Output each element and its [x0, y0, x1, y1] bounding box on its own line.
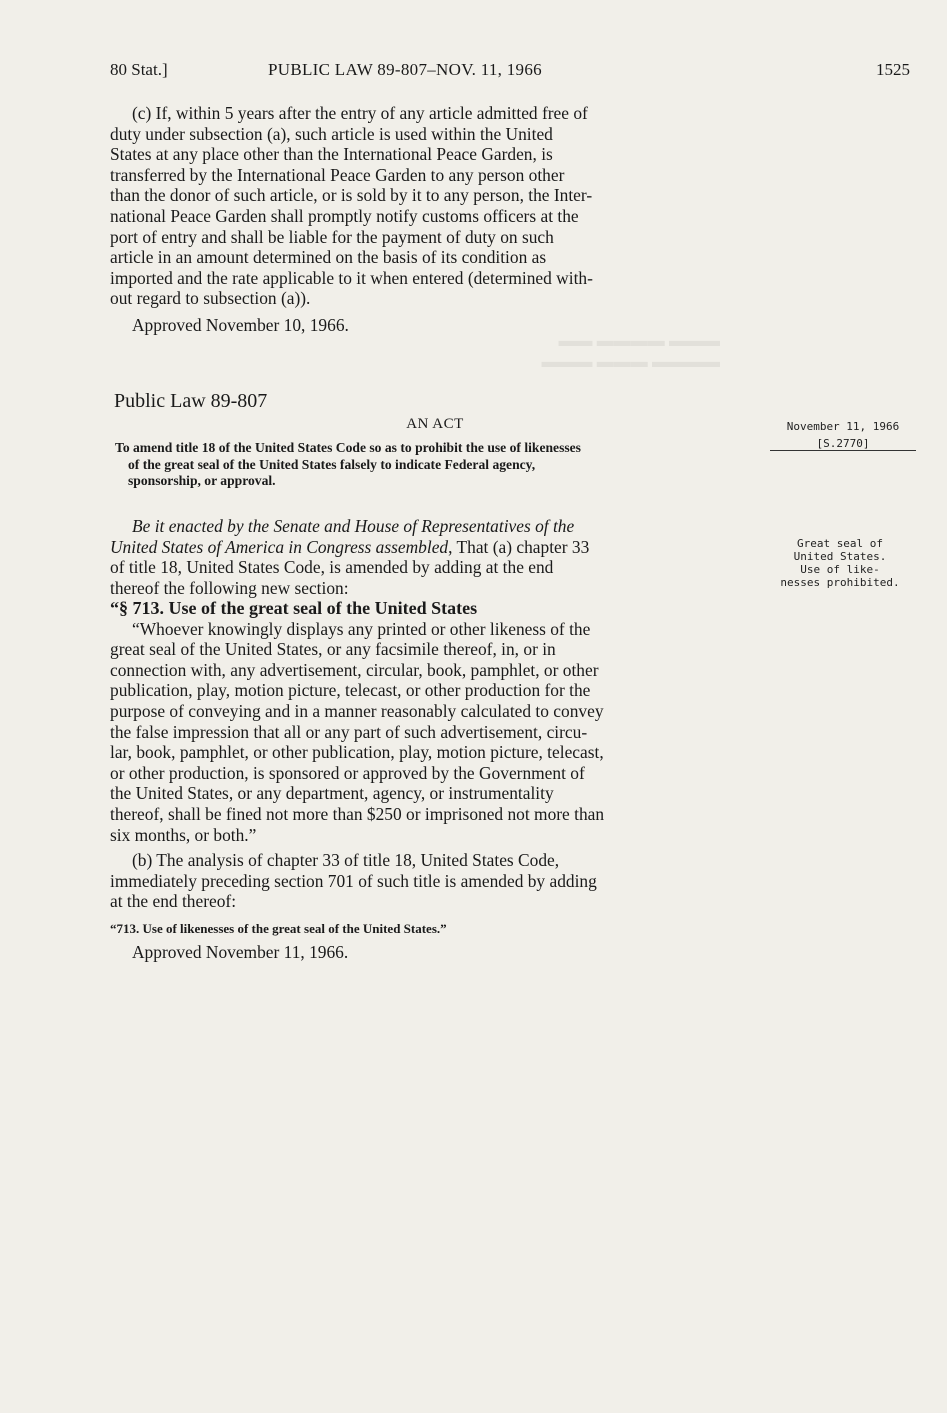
margin-note	[770, 537, 910, 589]
bleed-through-text: ▬▬▬ ▬▬▬▬ ▬▬ ▬▬▬▬ ▬▬▬ ▬▬▬	[541, 331, 720, 371]
text-line: out regard to subsection (a)).	[110, 288, 311, 309]
bill-number: [S.2770]	[770, 437, 916, 451]
purpose-line: To amend title 18 of the United States Code so as to prohibit the use of likenesses	[115, 440, 581, 455]
subsection-c	[110, 103, 760, 309]
text-line: (b) The analysis of chapter 33 of title 18, United States Code,	[132, 850, 560, 870]
an-act-heading: AN ACT	[406, 416, 464, 432]
public-law-number: Public Law 89-807	[114, 390, 268, 412]
text-line: the United States, or any department, agency, or instrumentality	[110, 783, 554, 804]
text-line: the false impression that all or any part of such advertisement, circu-	[110, 721, 588, 742]
text-line: (c) If, within 5 years after the entry of any article admitted free of	[132, 103, 588, 123]
act-purpose	[115, 440, 760, 490]
enacting-italic: Be it enacted by the Senate and House of Representatives of the	[132, 516, 575, 536]
statute-volume: 80 Stat.]	[110, 60, 168, 79]
text-line: port of entry and shall be liable for the payment of duty on such	[110, 226, 554, 247]
margin-note-line: Use of like-	[800, 563, 880, 576]
analysis-entry: “713. Use of likenesses of the great seal of the United States.”	[110, 921, 447, 936]
subsection-b	[110, 850, 760, 912]
text-line: purpose of conveying and in a manner reasonably calculated to convey	[110, 700, 604, 721]
text-line: duty under subsection (a), such article is used within the United	[110, 123, 553, 144]
text-line: thereof the following new section:	[110, 577, 349, 598]
enactment-date: November 11, 1966	[786, 420, 900, 433]
text-line: United States of America in Congress assembled, That (a) chapter 33	[110, 536, 590, 557]
text-line: connection with, any advertisement, circular, book, pamphlet, or other	[110, 659, 599, 680]
text-line: publication, play, motion picture, telecast, or other production for the	[110, 680, 591, 701]
text-line: article in an amount determined on the basis of its condition as	[110, 247, 547, 268]
text-line: six months, or both.”	[110, 824, 257, 845]
text-line: immediately preceding section 701 of such title is amended by adding	[110, 870, 597, 891]
text-line: imported and the rate applicable to it when entered (determined with-	[110, 267, 593, 288]
purpose-line: sponsorship, or approval.	[128, 473, 276, 489]
text-line: transferred by the International Peace Garden to any person other	[110, 164, 565, 185]
text-line: thereof, shall be fined not more than $250 or imprisoned not more than	[110, 803, 605, 824]
text-line: at the end thereof:	[110, 891, 237, 912]
page-number: 1525	[876, 60, 910, 79]
margin-note-line: nesses prohibited.	[780, 576, 900, 589]
header-title: PUBLIC LAW 89-807–NOV. 11, 1966	[268, 60, 542, 79]
text-line: national Peace Garden shall promptly notify customs officers at the	[110, 205, 579, 226]
text-line: lar, book, pamphlet, or other publication, play, motion picture, telecast,	[110, 742, 604, 763]
approved-date: Approved November 10, 1966.	[132, 315, 349, 335]
page-header	[110, 60, 910, 86]
margin-note-line: Great seal of	[796, 537, 884, 550]
text-line: than the donor of such article, or is sold by it to any person, the Inter-	[110, 185, 593, 206]
enacting-clause	[110, 516, 760, 598]
text-line	[110, 516, 760, 537]
text-line: States at any place other than the International Peace Garden, is	[110, 144, 553, 165]
purpose-line: of the great seal of the United States falsely to indicate Federal agency,	[128, 456, 536, 472]
section-heading: “§ 713. Use of the great seal of the United States	[110, 598, 478, 618]
margin-note-line: United States.	[793, 550, 887, 563]
text-line: great seal of the United States, or any facsimile thereof, in, or in	[110, 639, 556, 660]
text-line: “Whoever knowingly displays any printed or other likeness of the	[132, 618, 591, 639]
section-713	[110, 598, 760, 845]
margin-date	[770, 420, 916, 451]
approved-date-2: Approved November 11, 1966.	[132, 942, 349, 962]
text-line: or other production, is sponsored or approved by the Government of	[110, 762, 585, 783]
text-line: of title 18, United States Code, is amended by adding at the end	[110, 557, 554, 578]
